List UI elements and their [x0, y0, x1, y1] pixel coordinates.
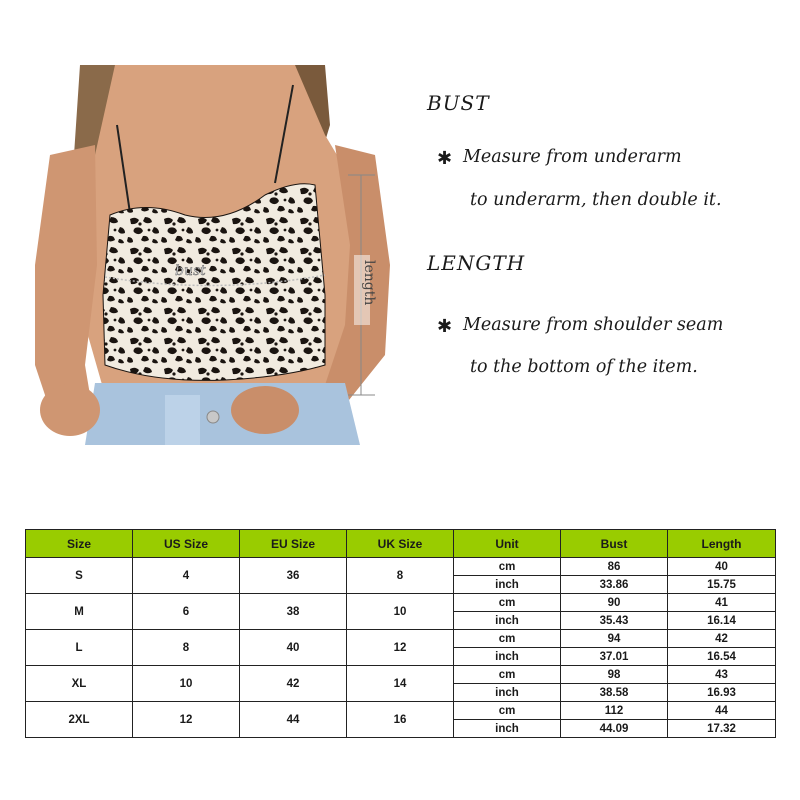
cell-unit: cm [454, 630, 561, 648]
cell-bust: 98 [561, 666, 668, 684]
cell-size: M [26, 594, 133, 630]
cell-uk: 8 [347, 558, 454, 594]
cell-bust: 37.01 [561, 648, 668, 666]
cell-us: 6 [133, 594, 240, 630]
product-photo [25, 65, 403, 445]
bullet-icon: ✱ [437, 316, 453, 337]
cell-us: 12 [133, 702, 240, 738]
cell-unit: inch [454, 612, 561, 630]
table-row [26, 666, 776, 684]
cell-length: 42 [668, 630, 776, 648]
cell-size: XL [26, 666, 133, 702]
cell-bust: 94 [561, 630, 668, 648]
cell-us: 10 [133, 666, 240, 702]
cell-bust: 35.43 [561, 612, 668, 630]
table-row [26, 702, 776, 720]
cell-length: 43 [668, 666, 776, 684]
table-row [26, 630, 776, 648]
header-eu-size: EU Size [240, 530, 347, 558]
cell-length: 17.32 [668, 720, 776, 738]
bust-heading: BUST [427, 91, 490, 115]
cell-bust: 90 [561, 594, 668, 612]
length-instruction-2: to the bottom of the item. [470, 357, 698, 377]
bust-instruction-2: to underarm, then double it. [470, 190, 722, 210]
cell-length: 15.75 [668, 576, 776, 594]
header-size: Size [26, 530, 133, 558]
cell-unit: cm [454, 702, 561, 720]
cell-eu: 36 [240, 558, 347, 594]
header-uk-size: UK Size [347, 530, 454, 558]
length-heading: LENGTH [427, 251, 526, 275]
cell-uk: 10 [347, 594, 454, 630]
cell-unit: cm [454, 558, 561, 576]
header-unit: Unit [454, 530, 561, 558]
cell-us: 8 [133, 630, 240, 666]
cell-eu: 40 [240, 630, 347, 666]
header-bust: Bust [561, 530, 668, 558]
cell-unit: inch [454, 576, 561, 594]
cell-unit: cm [454, 666, 561, 684]
cell-length: 16.93 [668, 684, 776, 702]
header-length: Length [668, 530, 776, 558]
cell-unit: cm [454, 594, 561, 612]
cell-size: 2XL [26, 702, 133, 738]
cell-uk: 14 [347, 666, 454, 702]
bullet-icon: ✱ [437, 148, 453, 169]
header-us-size: US Size [133, 530, 240, 558]
cell-unit: inch [454, 684, 561, 702]
cell-uk: 16 [347, 702, 454, 738]
table-row [26, 594, 776, 612]
cell-eu: 38 [240, 594, 347, 630]
cell-length: 16.14 [668, 612, 776, 630]
bust-script-label: bust [175, 263, 206, 279]
table-row [26, 558, 776, 576]
cell-bust: 33.86 [561, 576, 668, 594]
cell-bust: 38.58 [561, 684, 668, 702]
cell-eu: 44 [240, 702, 347, 738]
cell-bust: 112 [561, 702, 668, 720]
cell-size: L [26, 630, 133, 666]
cell-length: 44 [668, 702, 776, 720]
size-table [25, 529, 776, 738]
cell-unit: inch [454, 720, 561, 738]
cell-uk: 12 [347, 630, 454, 666]
bust-instruction-1: Measure from underarm [463, 147, 682, 167]
model-illustration [25, 65, 403, 445]
cell-bust: 86 [561, 558, 668, 576]
cell-bust: 44.09 [561, 720, 668, 738]
cell-unit: inch [454, 648, 561, 666]
length-label: length [361, 260, 377, 306]
cell-size: S [26, 558, 133, 594]
cell-us: 4 [133, 558, 240, 594]
cell-eu: 42 [240, 666, 347, 702]
cell-length: 41 [668, 594, 776, 612]
cell-length: 16.54 [668, 648, 776, 666]
length-instruction-1: Measure from shoulder seam [463, 315, 724, 335]
cell-length: 40 [668, 558, 776, 576]
table-header-row [26, 530, 776, 558]
size-chart [25, 529, 775, 744]
